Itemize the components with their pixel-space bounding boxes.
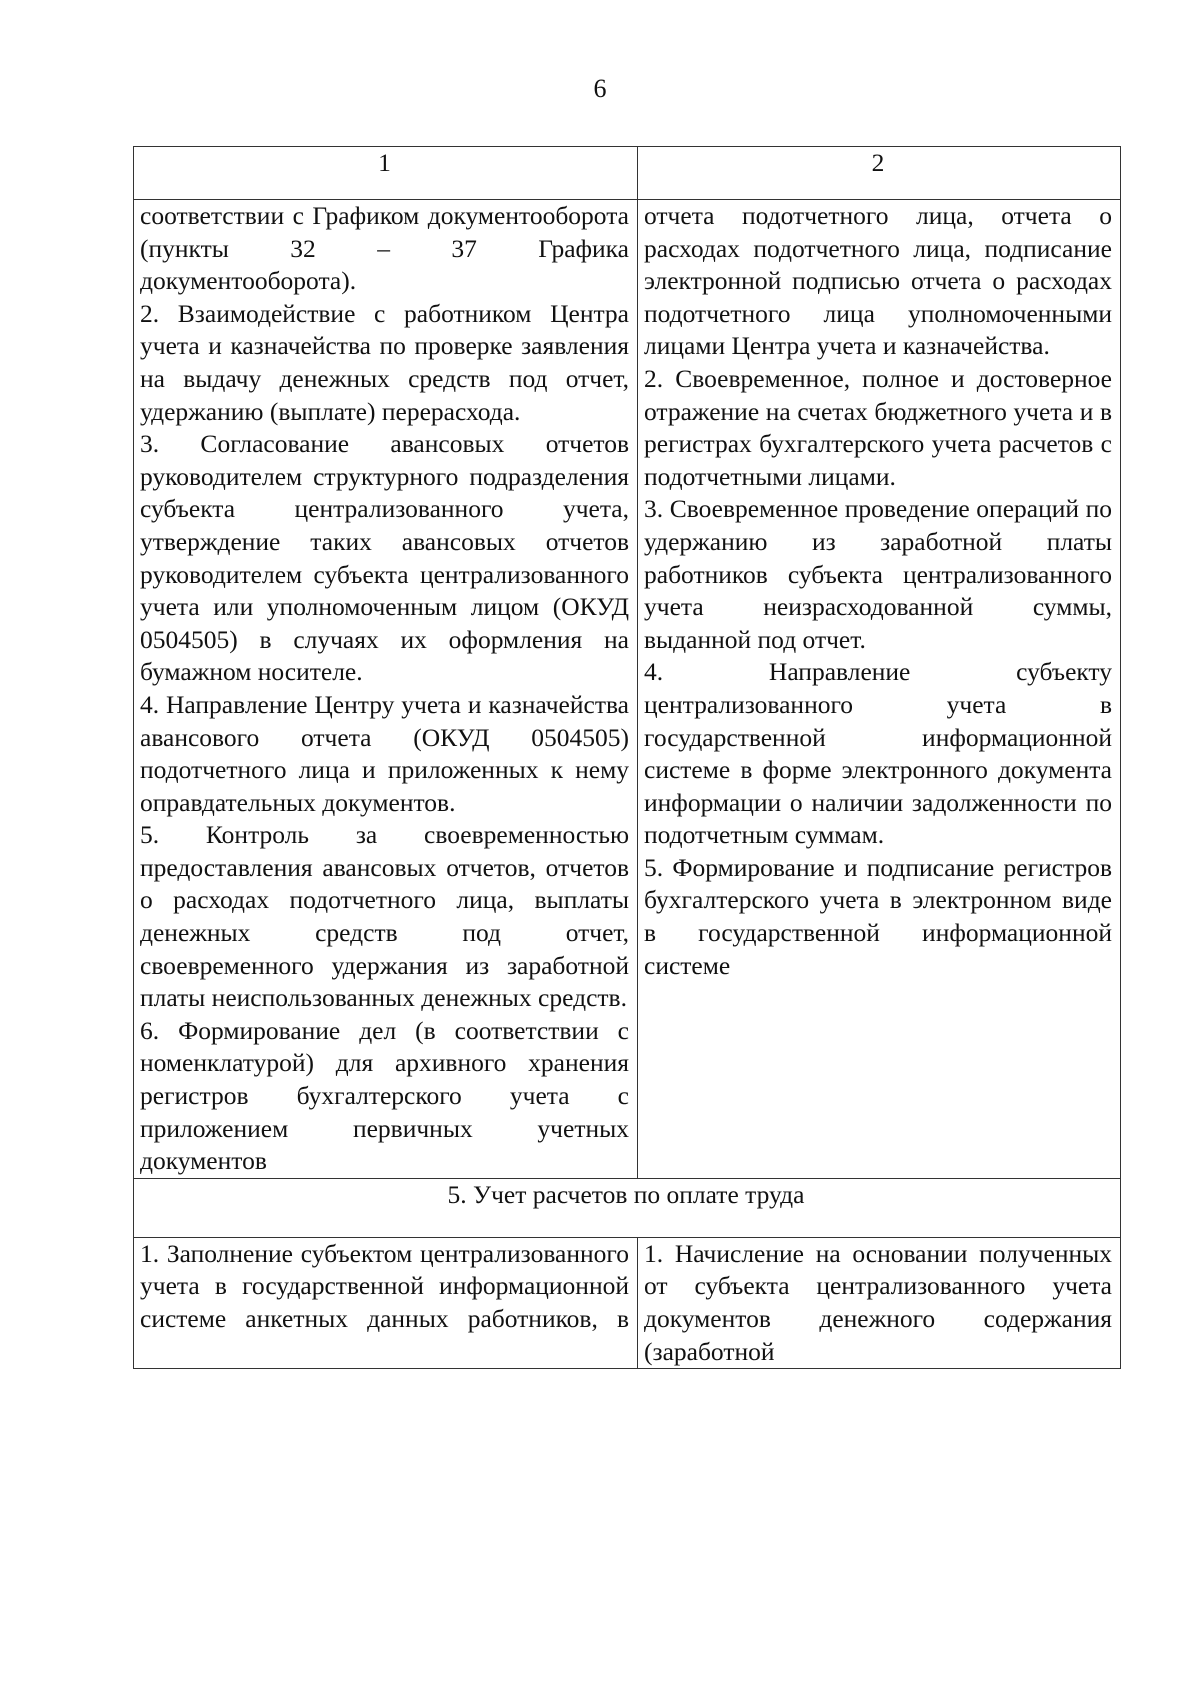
procedures-table [133,146,1121,1369]
header-row [134,147,1121,200]
list-item: 5. Контроль за своевременностью предоставления авансовых отчетов, отчетов о расходах подотчетного лица, выплаты денежных средств под отчет, своевременного удержания из заработной платы неиспользованных денежных средств. [140,820,629,1013]
column-header-1: 1 [134,147,638,200]
list-item: 2. Взаимодействие с работником Центра учета и казначейства по проверке заявления на выдачу денежных средств под отчет, удержанию (выплате) перерасхода. [140,298,629,426]
list-item: 1. Начисление на основании полученных от субъекта централизованного учета документов денежного содержания (заработной [644,1238,1112,1366]
cell-column-2 [638,1237,1121,1368]
table-row [134,200,1121,1179]
column-header-2: 2 [638,147,1121,200]
list-item: 1. Заполнение субъектом централизованного учета в государственной информационной системе анкетных данных работников, в [140,1238,629,1333]
section-row [134,1178,1121,1237]
cell-column-2 [638,200,1121,1179]
list-item: 5. Формирование и подписание регистров бухгалтерского учета в электронном виде в государственной информационной системе [644,852,1112,980]
cell-column-1 [134,1237,638,1368]
list-item: соответствии с Графиком документооборота (пункты 32 – 37 Графика документооборота). [140,201,629,296]
cell-column-1 [134,200,638,1179]
list-item: 3. Своевременное проведение операций по удержанию из заработной платы работников субъекта централизованного учета неизрасходованной суммы, выданной под отчет. [644,494,1112,654]
table-row [134,1237,1121,1368]
list-item: 4. Направление субъекту централизованного учета в государственной информационной системе в форме электронного документа информации о наличии задолженности по подотчетным суммам. [644,657,1112,850]
list-item: 2. Своевременное, полное и достоверное отражение на счетах бюджетного учета и в регистрах бухгалтерского учета расчетов с подотчетными лицами. [644,363,1112,491]
list-item: 6. Формирование дел (в соответствии с номенклатурой) для архивного хранения регистров бухгалтерского учета с приложением первичных учетных документов [140,1015,629,1176]
section-title: 5. Учет расчетов по оплате труда [134,1178,1121,1237]
list-item: 3. Согласование авансовых отчетов руководителем структурного подразделения субъекта централизованного учета, утверждение таких авансовых отчетов руководителем субъекта централизованного учета или уполномоченным лицом (ОКУД 0504505) в случаях их оформления на бумажном носителе. [140,429,629,687]
page-number: 6 [593,74,607,103]
list-item: 4. Направление Центру учета и казначейства авансового отчета (ОКУД 0504505) подотчетного лица и приложенных к нему оправдательных документов. [140,689,629,817]
list-item: отчета подотчетного лица, отчета о расходах подотчетного лица, подписание электронной подписью отчета о расходах подотчетного лица уполномоченными лицами Центра учета и казначейства. [644,201,1112,361]
